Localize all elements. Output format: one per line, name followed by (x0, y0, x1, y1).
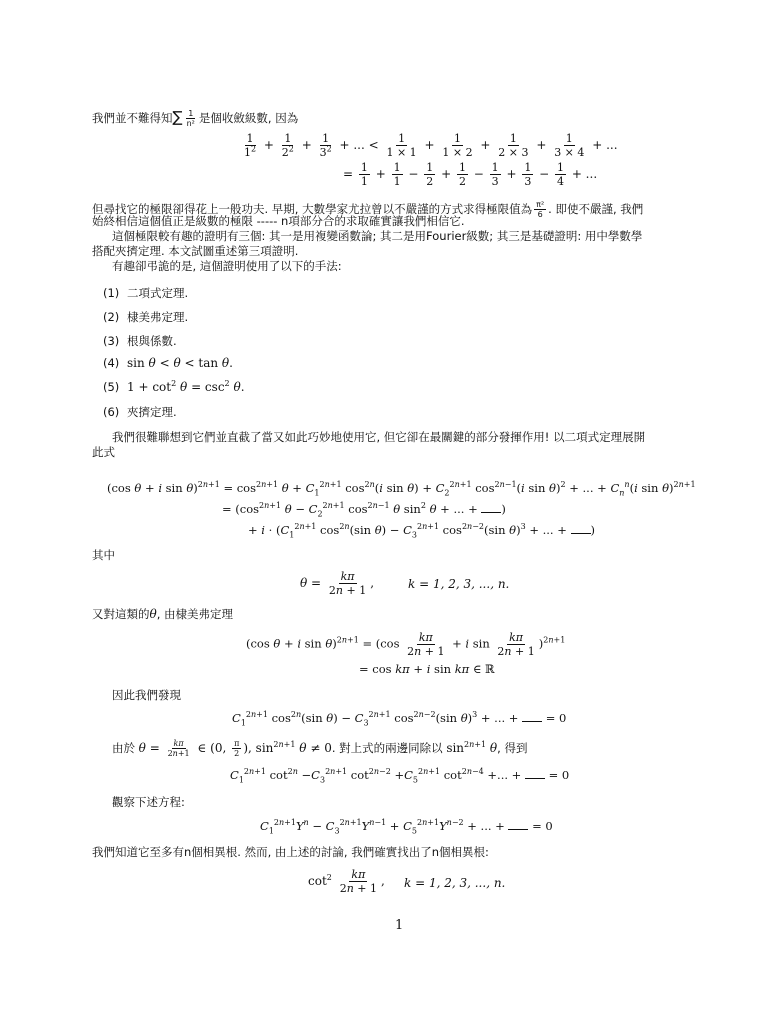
binomial-expansion-1: (cos θ + i $\sin \theta)^{2n+1} = \cos^{2n+1} \theta + C_1^{2n+1}$ $\cos^{2n}(i$ $\sin \theta) + C_2^{2n+1}$ $\cos^{2n-1}(i$ sin θ)$^2$ + ... + $C_n^n(i$ sin θ)$^{2n+1}$ (107, 480, 696, 498)
list-text: 根與係數. (127, 334, 177, 348)
history-text: 但尋找它的極限卻得花上一般功夫. 早期, 大數學家尤拉曾以不嚴謹的方式求得極限值為 (92, 202, 533, 216)
series-inequality: $\frac{1}{1^2}$ + $\frac{1}{2^2}$ + $\frac{1}{3^2}$ + ... < $\frac{1}{1 \times 1}$ + $\frac{1}{1 \times 2}$ + $\frac{1}{2 \times 3}$ + $\frac{1}{3 \times 4}$ + ... (244, 132, 618, 159)
binomial-expansion-3: + $i \cdot (C_1^{2n+1}$ $\cos^{2n}(\sin$ $\theta) - C_3^{2n+1}$ $\cos^{2n-2}(\sin$ θ)$^3$ + ... + ) (248, 522, 596, 540)
history-text-suffix: . 即使不嚴謹, 我們 (548, 202, 644, 216)
divide-text-mid: . 對上式的兩邊同除以 (331, 741, 443, 755)
demoivre-text: 又對這類的 (92, 607, 150, 621)
roots-line: 我們知道它至多有n個相異根. 然而, 由上述的討論, 我們確實找出了n個相異根: (92, 845, 489, 859)
observe-line: 觀察下述方程: (112, 795, 185, 809)
list-item: (4) sin θ < θ < tan θ. (103, 356, 233, 370)
intro-text: 我們並不難得知 (92, 111, 173, 125)
history-line-2: 始終相信這個值正是級數的極限 ----- n項部分合的求取確實讓我們相信它. (92, 214, 465, 228)
theta-definition: θ = $\frac{k\pi}{2n + 1}$ , (300, 570, 375, 597)
cot-equation: $C_1^{2n+1}$ $\cot^{2n} -C_3^{2n+1}$ $\cot^{2n-2} +C_5^{2n+1}$ $\cot^{2n-4}$ +... + = 0 (230, 767, 570, 785)
list-text: 夾擠定理. (127, 405, 177, 419)
divide-text: 由於 (112, 741, 135, 755)
therefore-line: 因此我們發現 (112, 688, 181, 702)
history-line-1: 但尋找它的極限卻得花上一般功夫. 早期, 大數學家尤拉曾以不嚴謹的方式求得極限值為 $\frac{\text{π²}}{6}$ . 即使不嚴謹, 我們 (92, 200, 644, 219)
list-item (103, 309, 188, 325)
intro-line: 我們並不難得知∑ $\frac{1}{\text{n²}}$ 是個收斂級數, 因為 (92, 108, 299, 128)
list-item: (5) $1 + \cot^2 \theta = \csc^2 \theta$. (103, 379, 245, 394)
page-number: 1 (395, 918, 404, 933)
proofs-line-1: 這個極限較有趣的證明有三個: 其一是用複變函數論; 其二是用Fourier級數; 其三是基礎證明: 用中學數學 (112, 229, 643, 243)
binomial-expansion-2: = ($\cos^{2n+1}$ $\theta - C_2^{2n+1}$ $\cos^{2n-1} \theta$ $\sin^2 \theta$ + ... + ) (222, 501, 506, 519)
binomial-line-1: 我們很難聯想到它們並直截了當又如此巧妙地使用它, 但它卻在最關鍵的部分發揮作用! 以二項式定理展開 (112, 430, 646, 444)
divide-text-suffix: , 得到 (497, 741, 528, 755)
list-text: 棣美弗定理. (127, 310, 189, 324)
list-number: (6) (103, 405, 120, 419)
intro-text-suffix: 是個收斂級數, 因為 (198, 111, 299, 125)
divide-line: 由於 θ = $\frac{k\pi}{2n+1}$ ∈ (0, $\frac{\pi}{2}$ ), $\sin^{2n+1} \theta \ne 0$. 對上式的兩邊同除以 $\sin^{2n+1} \theta$, 得到 (112, 739, 528, 758)
list-item (103, 285, 188, 301)
list-item (103, 404, 177, 420)
list-number: (2) (103, 310, 120, 324)
demoivre-intro: 又對這類的θ, 由棣美弗定理 (92, 607, 234, 621)
list-number: (3) (103, 334, 120, 348)
imaginary-part-eq: $C_1^{2n+1}$ $\cos^{2n}(\sin$ $\theta) - C_3^{2n+1}$ $\cos^{2n-2}(\sin$ θ)$^3$ + ... + = 0 (232, 710, 567, 728)
proofs-line-2: 搭配夾擠定理. 本文試圖重述第三項證明. (92, 244, 299, 258)
demoivre-eq-2: = cos kπ + i sin kπ ∈ ℝ (359, 662, 495, 676)
methods-intro: 有趣卻弔詭的是, 這個證明使用了以下的手法: (112, 259, 342, 273)
list-number: (4) (103, 356, 120, 370)
list-item (103, 333, 177, 349)
demoivre-eq-1: (cos θ + i sin θ)$^{2n+1}$ = (cos $\frac{k\pi}{2n + 1}$ + i sin $\frac{k\pi}{2n + 1}$ )$^{2n+1}$ (246, 631, 566, 658)
binomial-line-2: 此式 (92, 445, 115, 459)
roots-expression: $\cot^2$ $\frac{k\pi}{2n + 1}$ , (308, 868, 385, 895)
telescoping-sum: = $\frac{1}{1}$ + $\frac{1}{1}$ − $\frac{1}{2}$ + $\frac{1}{2}$ − $\frac{1}{3}$ + $\frac{1}{3}$ − $\frac{1}{4}$ + ... (343, 161, 598, 188)
roots-k-range: k = 1, 2, 3, ..., n. (404, 876, 506, 890)
polynomial-equation: $C_1^{2n+1}Y^n - C_3^{2n+1}Y^{n-1} + C_5^{2n+1}Y^{n-2}$ + ... + = 0 (260, 818, 553, 836)
list-text: 二項式定理. (127, 286, 189, 300)
list-number: (1) (103, 286, 120, 300)
demoivre-text-suffix: , 由棣美弗定理 (156, 607, 234, 621)
label-where: 其中 (92, 548, 115, 562)
k-range: k = 1, 2, 3, ..., n. (408, 577, 510, 591)
list-number: (5) (103, 380, 120, 394)
